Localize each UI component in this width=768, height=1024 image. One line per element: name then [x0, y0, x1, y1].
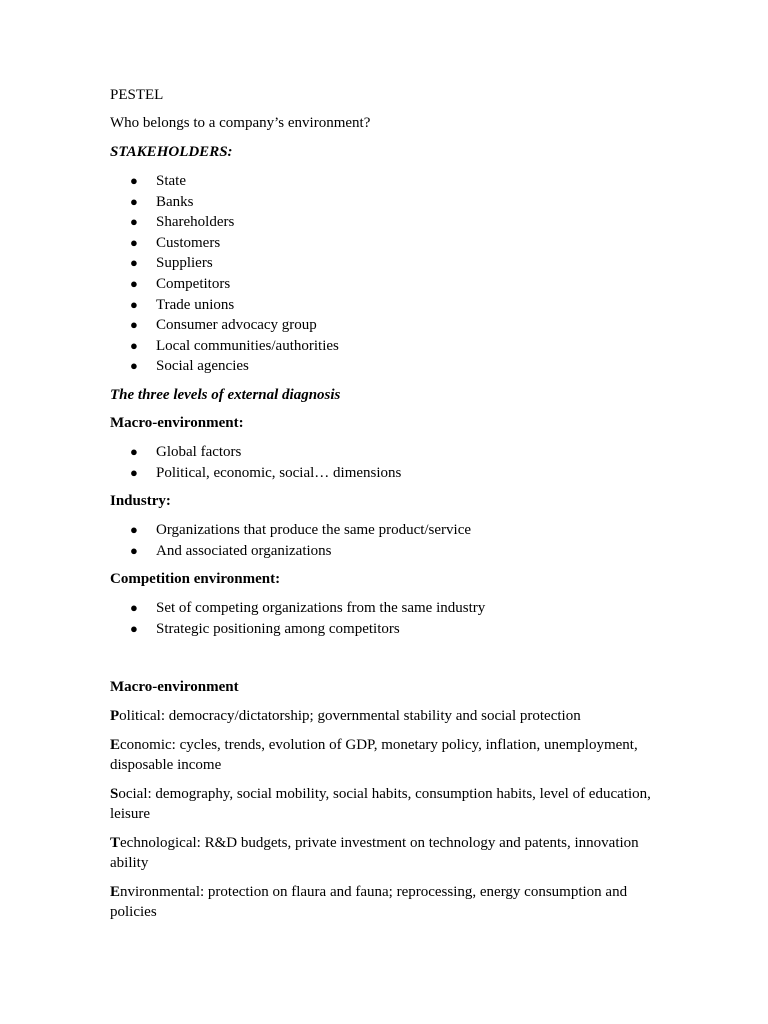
- macro-level-list: [110, 442, 670, 483]
- bullet-icon: ●: [130, 337, 138, 353]
- bullet-icon: ●: [130, 464, 138, 480]
- bullet-icon: ●: [130, 275, 138, 291]
- environment-question: Who belongs to a company’s environment?: [110, 115, 371, 131]
- macro-environment-heading: Macro-environment: [110, 678, 239, 695]
- pestel-letter: E: [110, 736, 121, 753]
- list-item: ● State: [110, 171, 670, 192]
- industry-level-list: [110, 520, 670, 561]
- list-item: ● Social agencies: [110, 356, 670, 377]
- bullet-icon: ●: [130, 522, 138, 538]
- list-item: ● Customers: [110, 233, 670, 254]
- industry-level-heading: Industry:: [110, 493, 171, 510]
- pestel-letter: T: [110, 834, 121, 851]
- bullet-icon: ●: [130, 234, 138, 250]
- list-item: ● Organizations that produce the same product/service: [110, 520, 670, 541]
- bullet-icon: ●: [130, 600, 138, 616]
- bullet-icon: ●: [130, 173, 138, 188]
- list-item: ● Trade unions: [110, 295, 670, 316]
- bullet-icon: ●: [130, 255, 138, 271]
- pestel-technological: Technological: R&D budgets, private investment on technology and patents, innovation ability: [110, 834, 639, 871]
- bullet-icon: ●: [130, 193, 138, 209]
- list-item: ● Global factors: [110, 442, 670, 463]
- pestel-economic: Economic: cycles, trends, evolution of GDP, monetary policy, inflation, unemployment, disposable income: [110, 736, 638, 773]
- list-item: ● Political, economic, social… dimensions: [110, 463, 670, 484]
- pestel-letter: S: [110, 785, 119, 802]
- stakeholders-list: [110, 171, 670, 377]
- document-title: PESTEL: [110, 87, 164, 103]
- pestel-social: Social: demography, social mobility, social habits, consumption habits, level of education, leisure: [110, 785, 651, 822]
- bullet-icon: ●: [130, 296, 138, 312]
- competition-level-heading: Competition environment:: [110, 571, 281, 588]
- list-item: ● Competitors: [110, 274, 670, 295]
- bullet-icon: ●: [130, 317, 138, 333]
- bullet-icon: ●: [130, 358, 138, 374]
- levels-heading: The three levels of external diagnosis: [110, 386, 341, 403]
- pestel-letter: P: [110, 707, 120, 724]
- list-item: ● Strategic positioning among competitors: [110, 619, 670, 640]
- macro-level-heading: Macro-environment:: [110, 414, 244, 431]
- bullet-icon: ●: [130, 214, 138, 230]
- list-item: ● Shareholders: [110, 212, 670, 233]
- pestel-political: Political: democracy/dictatorship; governmental stability and social protection: [110, 707, 581, 724]
- bullet-icon: ●: [130, 542, 138, 558]
- bullet-icon: ●: [130, 443, 138, 459]
- list-item: ● And associated organizations: [110, 541, 670, 562]
- list-item: ● Consumer advocacy group: [110, 315, 670, 336]
- list-item: ● Local communities/authorities: [110, 336, 670, 357]
- competition-level-list: [110, 598, 670, 639]
- pestel-environmental: Environmental: protection on flaura and fauna; reprocessing, energy consumption and policies: [110, 883, 628, 920]
- pestel-letter: E: [110, 883, 121, 900]
- stakeholders-heading: STAKEHOLDERS:: [110, 144, 233, 160]
- list-item: ● Suppliers: [110, 253, 670, 274]
- list-item: ● Set of competing organizations from the same industry: [110, 598, 670, 619]
- list-item: ● Banks: [110, 192, 670, 213]
- document-content: [110, 85, 670, 931]
- bullet-icon: ●: [130, 620, 138, 636]
